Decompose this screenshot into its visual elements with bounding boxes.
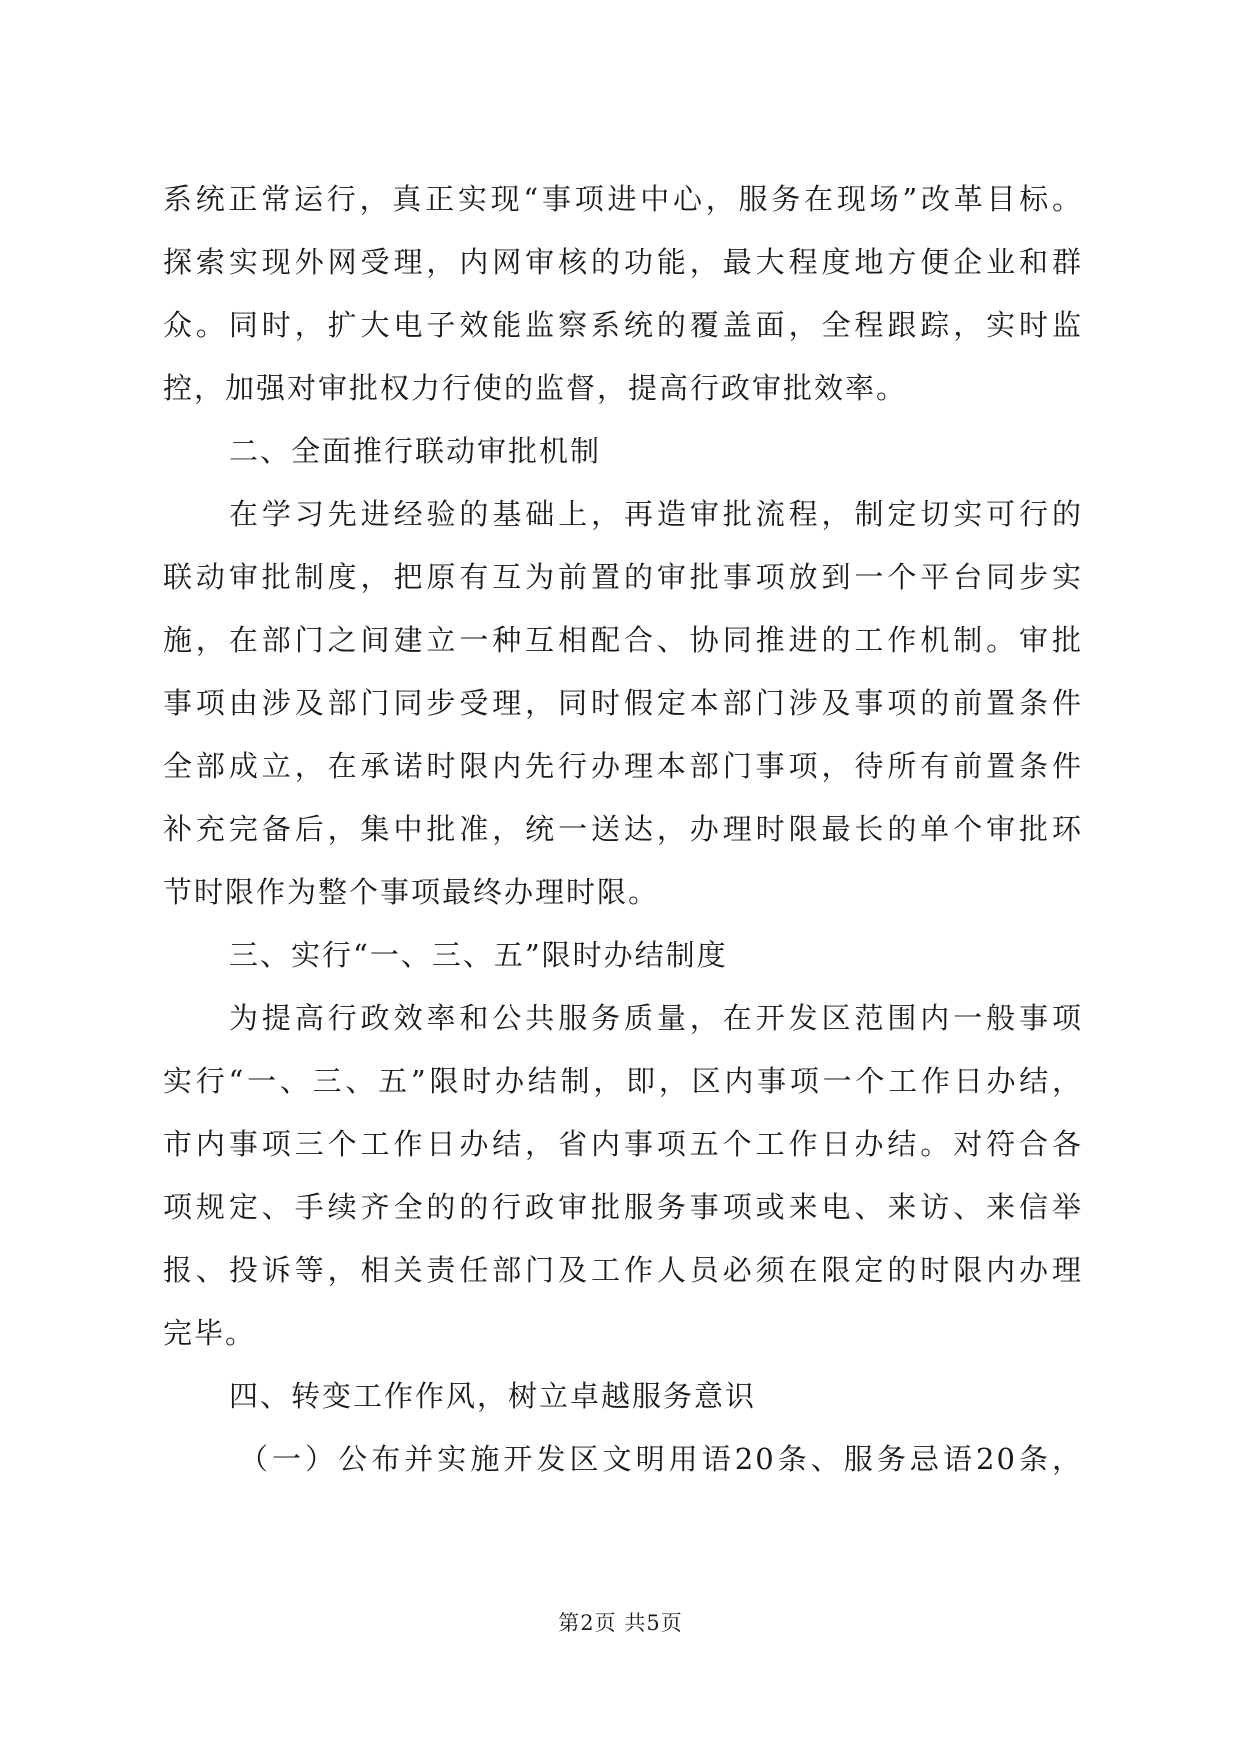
document-body (163, 168, 1083, 1491)
paragraph-line: 完毕。 (163, 1316, 257, 1350)
paragraph-line: 项规定、手续齐全的的行政审批服务事项或来电、来访、来信举 (163, 1190, 1083, 1224)
paragraph-line: 实行“一、三、五”限时办结制，即，区内事项一个工作日办结， (163, 1064, 1083, 1098)
page-number-footer: 第2页 共5页 (558, 1611, 683, 1635)
paragraph-line: 报、投诉等，相关责任部门及工作人员必须在限定的时限内办理 (163, 1253, 1083, 1287)
paragraph-line: 施，在部门之间建立一种互相配合、协同推进的工作机制。审批 (163, 623, 1083, 657)
paragraph-line: 在学习先进经验的基础上，再造审批流程，制定切实可行的 (229, 497, 1083, 531)
paragraph-line: （一）公布并实施开发区文明用语20条、服务忌语20条， (239, 1442, 1083, 1476)
paragraph-line: 事项由涉及部门同步受理，同时假定本部门涉及事项的前置条件 (163, 686, 1083, 720)
section-heading: 四、转变工作作风，树立卓越服务意识 (229, 1379, 757, 1413)
paragraph-line: 节时限作为整个事项最终办理时限。 (163, 875, 660, 909)
paragraph-line: 为提高行政效率和公共服务质量，在开发区范围内一般事项 (229, 1001, 1083, 1035)
section-heading: 三、实行“一、三、五”限时办结制度 (229, 938, 728, 972)
paragraph-line: 众。同时，扩大电子效能监察系统的覆盖面，全程跟踪，实时监 (163, 308, 1083, 342)
paragraph-line: 全部成立，在承诺时限内先行办理本部门事项，待所有前置条件 (163, 749, 1083, 783)
paragraph-line: 系统正常运行，真正实现“事项进中心，服务在现场”改革目标。 (163, 182, 1083, 216)
paragraph-line: 探索实现外网受理，内网审核的功能，最大程度地方便企业和群 (163, 245, 1083, 279)
paragraph-line: 联动审批制度，把原有互为前置的审批事项放到一个平台同步实 (163, 560, 1083, 594)
section-heading: 二、全面推行联动审批机制 (229, 434, 602, 468)
paragraph-line: 控，加强对审批权力行使的监督，提高行政审批效率。 (163, 371, 908, 405)
paragraph-line: 市内事项三个工作日办结，省内事项五个工作日办结。对符合各 (163, 1127, 1083, 1161)
paragraph-line: 补充完备后，集中批准，统一送达，办理时限最长的单个审批环 (163, 812, 1083, 846)
